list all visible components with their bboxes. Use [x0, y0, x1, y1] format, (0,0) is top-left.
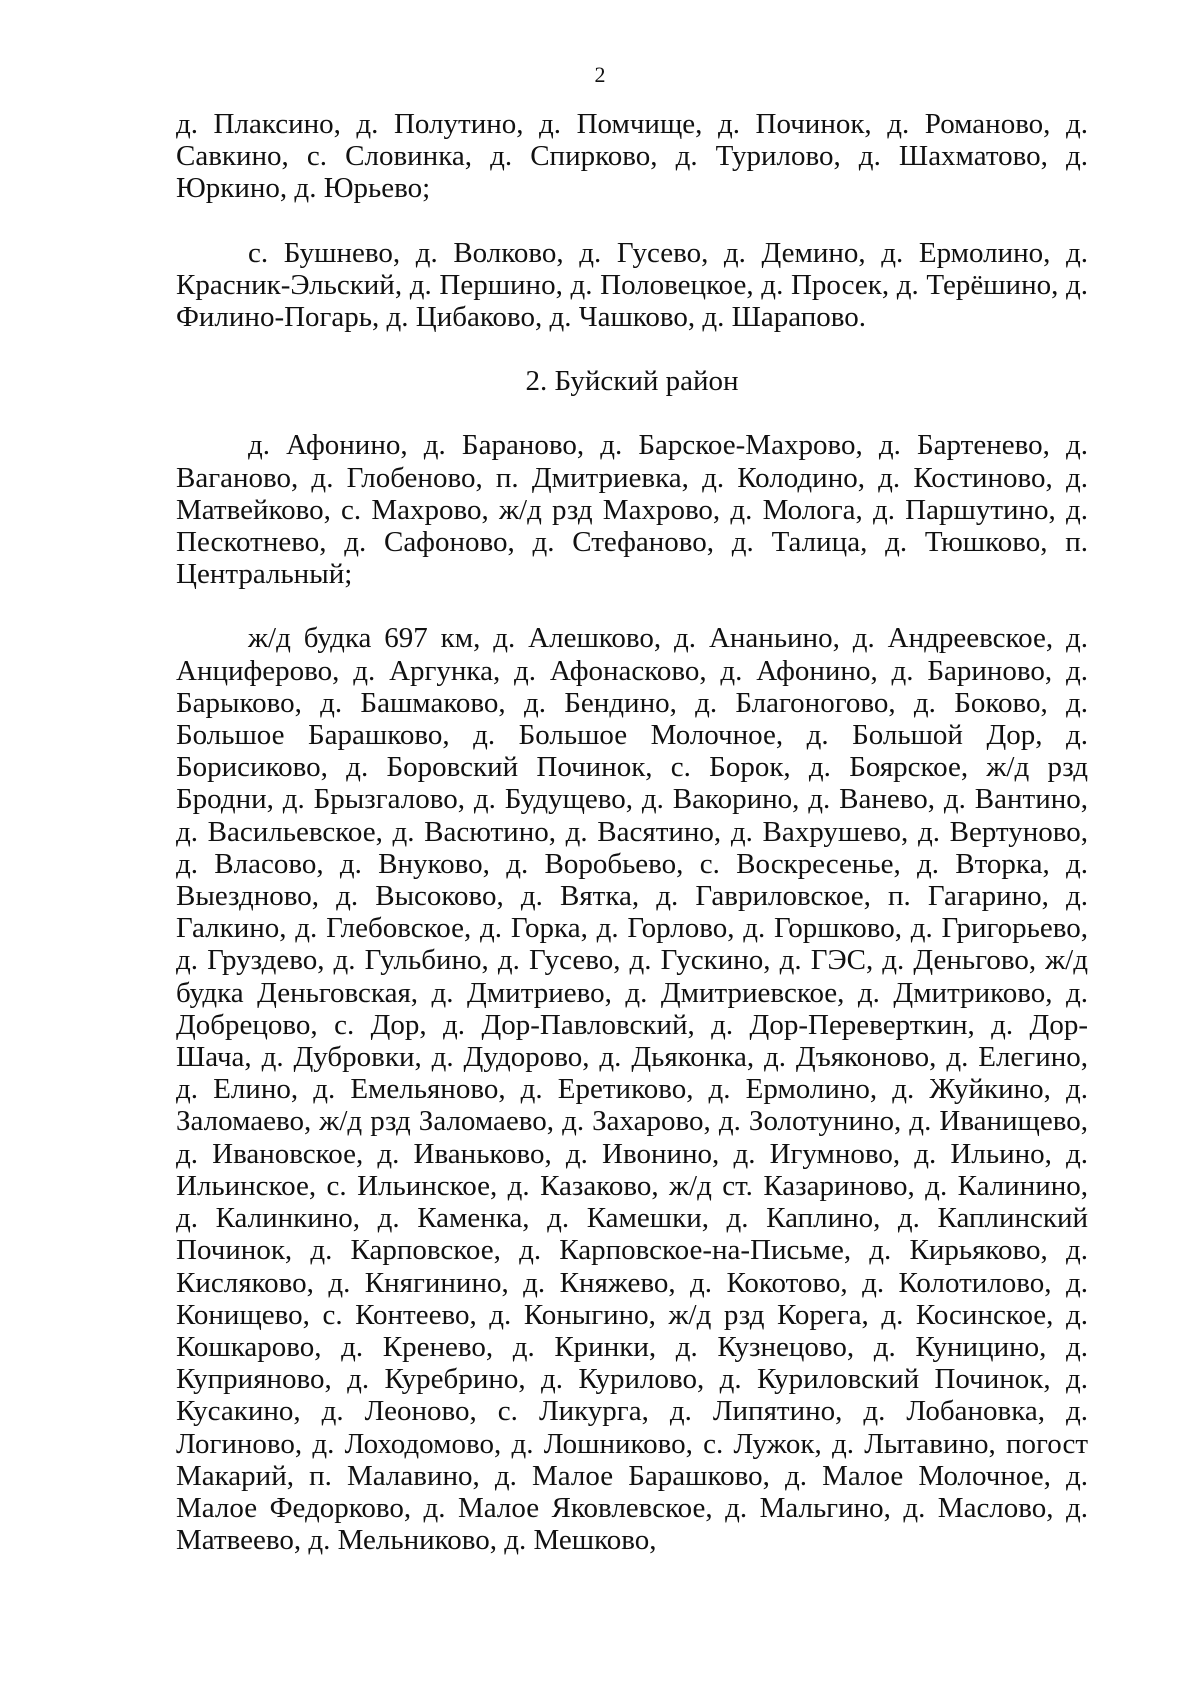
paragraph-gap	[176, 590, 1088, 622]
settlement-list-paragraph-2: с. Бушнево, д. Волково, д. Гусево, д. Демино, д. Ермолино, д. Красник-Эльский, д. Першино, д. Половецкое, д. Просек, д. Терёшино, д. Филино-Погарь, д. Цибаково, д. Чашково, д. Шарапово.	[176, 236, 1088, 334]
paragraph-gap	[176, 333, 1088, 365]
paragraph-gap	[176, 205, 1088, 237]
section-heading: 2. Буйский район	[525, 365, 739, 398]
paragraph-gap	[176, 397, 1088, 429]
page-number: 2	[594, 62, 606, 87]
settlement-list-paragraph-4: ж/д будка 697 км, д. Алешково, д. Ананьино, д. Андреевское, д. Анциферово, д. Аргунка, д. Афонасково, д. Афонино, д. Бариново, д. Барыково, д. Башмаково, д. Бендино, д. Благоногово, д. Боково, д. Большое Барашково, д. Большое Молочное, д. Большой Дор, д. Борисиково, д. Боровский Починок, с. Борок, д. Боярское, ж/д рзд Бродни, д. Брызгалово, д. Будущево, д. Вакорино, д. Ванево, д. Вантино, д. Васильевское, д. Васютино, д. Васятино, д. Вахрушево, д. Вертуново, д. Власово, д. Внуково, д. Воробьево, с. Воскресенье, д. Вторка, д. Выездново, д. Высоково, д. Вятка, д. Гавриловское, п. Гагарино, д. Галкино, д. Глебовское, д. Горка, д. Горлово, д. Горшково, д. Григорьево, д. Груздево, д. Гульбино, д. Гусево, д. Гускино, д. ГЭС, д. Деньгово, ж/д будка Деньговская, д. Дмитриево, д. Дмитриевское, д. Дмитриково, д. Добрецово, с. Дор, д. Дор-Павловский, д. Дор-Переверткин, д. Дор-Шача, д. Дубровки, д. Дудорово, д. Дьяконка, д. Дъяконово, д. Елегино, д. Елино, д. Емельяново, д. Еретиково, д. Ермолино, д. Жуйкино, д. Заломаево, ж/д рзд Заломаево, д. Захарово, д. Золотунино, д. Иванищево, д. Ивановское, д. Иваньково, д. Ивонино, д. Игумново, д. Ильино, д. Ильинское, с. Ильинское, д. Казаково, ж/д ст. Казариново, д. Калинино, д. Калинкино, д. Каменка, д. Камешки, д. Каплино, д. Каплинский Починок, д. Карповское, д. Карповское-на-Письме, д. Кирьяково, д. Кисляково, д. Княгинино, д. Княжево, д. Кокотово, д. Колотилово, д. Конищево, с. Контеево, д. Коныгино, ж/д рзд Корега, д. Косинское, д. Кошкарово, д. Кренево, д. Кринки, д. Кузнецово, д. Куницино, д. Куприяново, д. Куребрино, д. Курилово, д. Куриловский Починок, д. Кусакино, д. Леоново, с. Ликурга, д. Липятино, д. Лобановка, д. Логиново, д. Лоходомово, д. Лошниково, с. Лужок, д. Лытавино, погост Макарий, п. Малавино, д. Малое Барашково, д. Малое Молочное, д. Малое Федорково, д. Малое Яковлевское, д. Мальгино, д. Маслово, д. Матвеево, д. Мельниково, д. Мешково,	[176, 622, 1088, 1557]
settlement-list-paragraph-1: д. Плаксино, д. Полутино, д. Помчище, д. Починок, д. Романово, д. Савкино, с. Словинка, д. Спирково, д. Турилово, д. Шахматово, д. Юркино, д. Юрьево;	[176, 108, 1088, 205]
document-body	[176, 108, 1088, 1556]
settlement-list-paragraph-3: д. Афонино, д. Бараново, д. Барское-Махрово, д. Бартенево, д. Ваганово, д. Глобеново, п. Дмитриевка, д. Колодино, д. Костиново, д. Матвейково, с. Махрово, ж/д рзд Махрово, д. Молога, д. Паршутино, д. Пескотнево, д. Сафоново, д. Стефаново, д. Талица, д. Тюшково, п. Центральный;	[176, 429, 1088, 591]
